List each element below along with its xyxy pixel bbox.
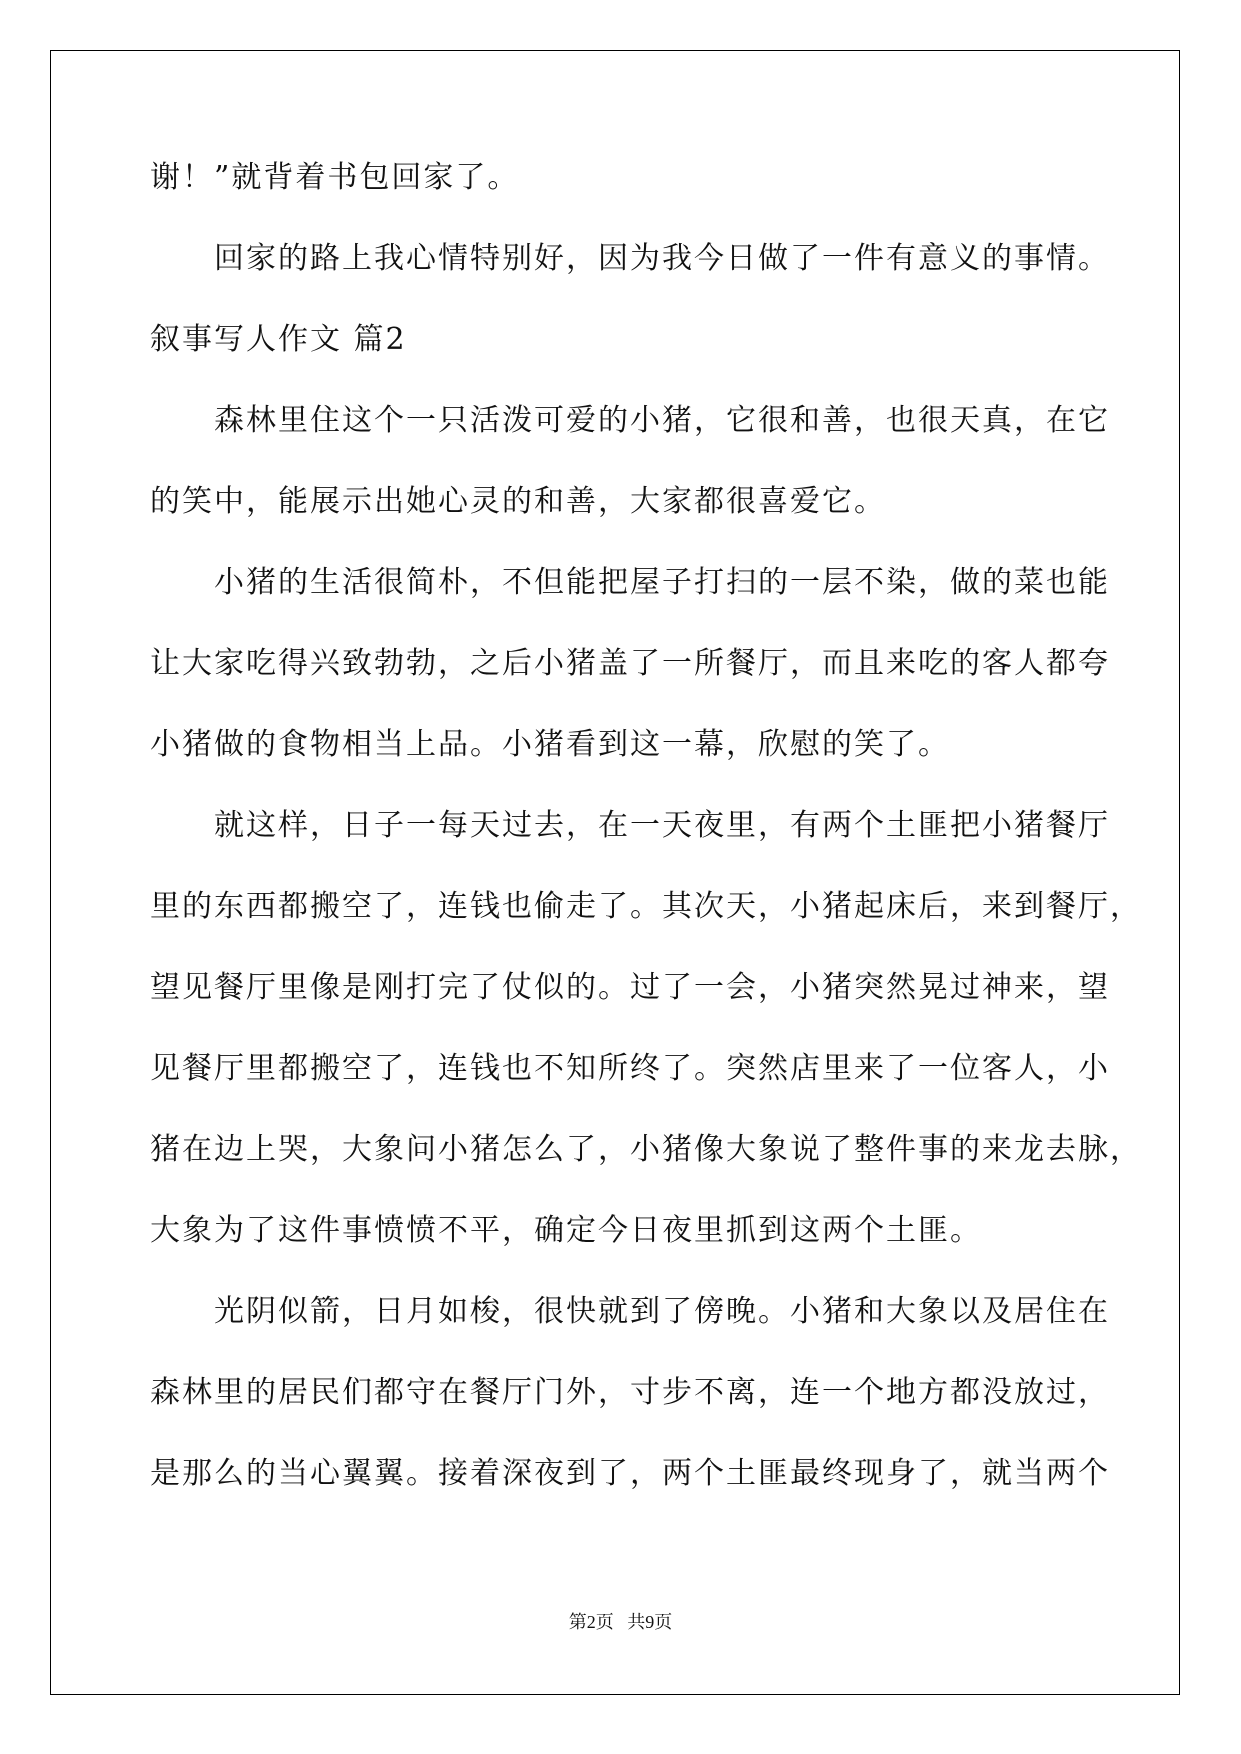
text-line-17: 是那么的当心翼翼。接着深夜到了，两个土匪最终现身了，就当两个 [150,1456,1110,1491]
page-number: 第2页 [568,1612,614,1632]
text-line-9: 就这样，日子一每天过去，在一天夜里，有两个土匪把小猪餐厅 [214,808,1110,843]
document-body [150,160,1142,1537]
text-line-14: 大象为了这件事愤愤不平，确定今日夜里抓到这两个土匪。 [150,1213,982,1248]
text-line-13: 猪在边上哭，大象问小猪怎么了，小猪像大象说了整件事的来龙去脉， [150,1132,1142,1167]
text-line-16: 森林里的居民们都守在餐厅门外，寸步不离，连一个地方都没放过， [150,1375,1110,1410]
text-line-8: 小猪做的食物相当上品。小猪看到这一幕，欣慰的笑了。 [150,727,950,762]
text-line-7: 让大家吃得兴致勃勃，之后小猪盖了一所餐厅，而且来吃的客人都夸 [150,646,1110,681]
section-heading: 叙事写人作文 篇2 [150,322,407,357]
page-footer [0,1608,1241,1634]
text-line-11: 望见餐厅里像是刚打完了仗似的。过了一会，小猪突然晃过神来，望 [150,970,1110,1005]
page-total: 共9页 [627,1612,673,1632]
text-line-4: 森林里住这个一只活泼可爱的小猪，它很和善，也很天真，在它 [214,403,1110,438]
text-line-5: 的笑中，能展示出她心灵的和善，大家都很喜爱它。 [150,484,886,519]
text-line-2: 回家的路上我心情特别好，因为我今日做了一件有意义的事情。 [214,241,1110,276]
text-line-15: 光阴似箭，日月如梭，很快就到了傍晚。小猪和大象以及居住在 [214,1294,1110,1329]
text-line-12: 见餐厅里都搬空了，连钱也不知所终了。突然店里来了一位客人，小 [150,1051,1110,1086]
text-line-6: 小猪的生活很简朴，不但能把屋子打扫的一层不染，做的菜也能 [214,565,1110,600]
text-line-10: 里的东西都搬空了，连钱也偷走了。其次天，小猪起床后，来到餐厅， [150,889,1142,924]
text-line-1: 谢！”就背着书包回家了。 [150,160,520,195]
